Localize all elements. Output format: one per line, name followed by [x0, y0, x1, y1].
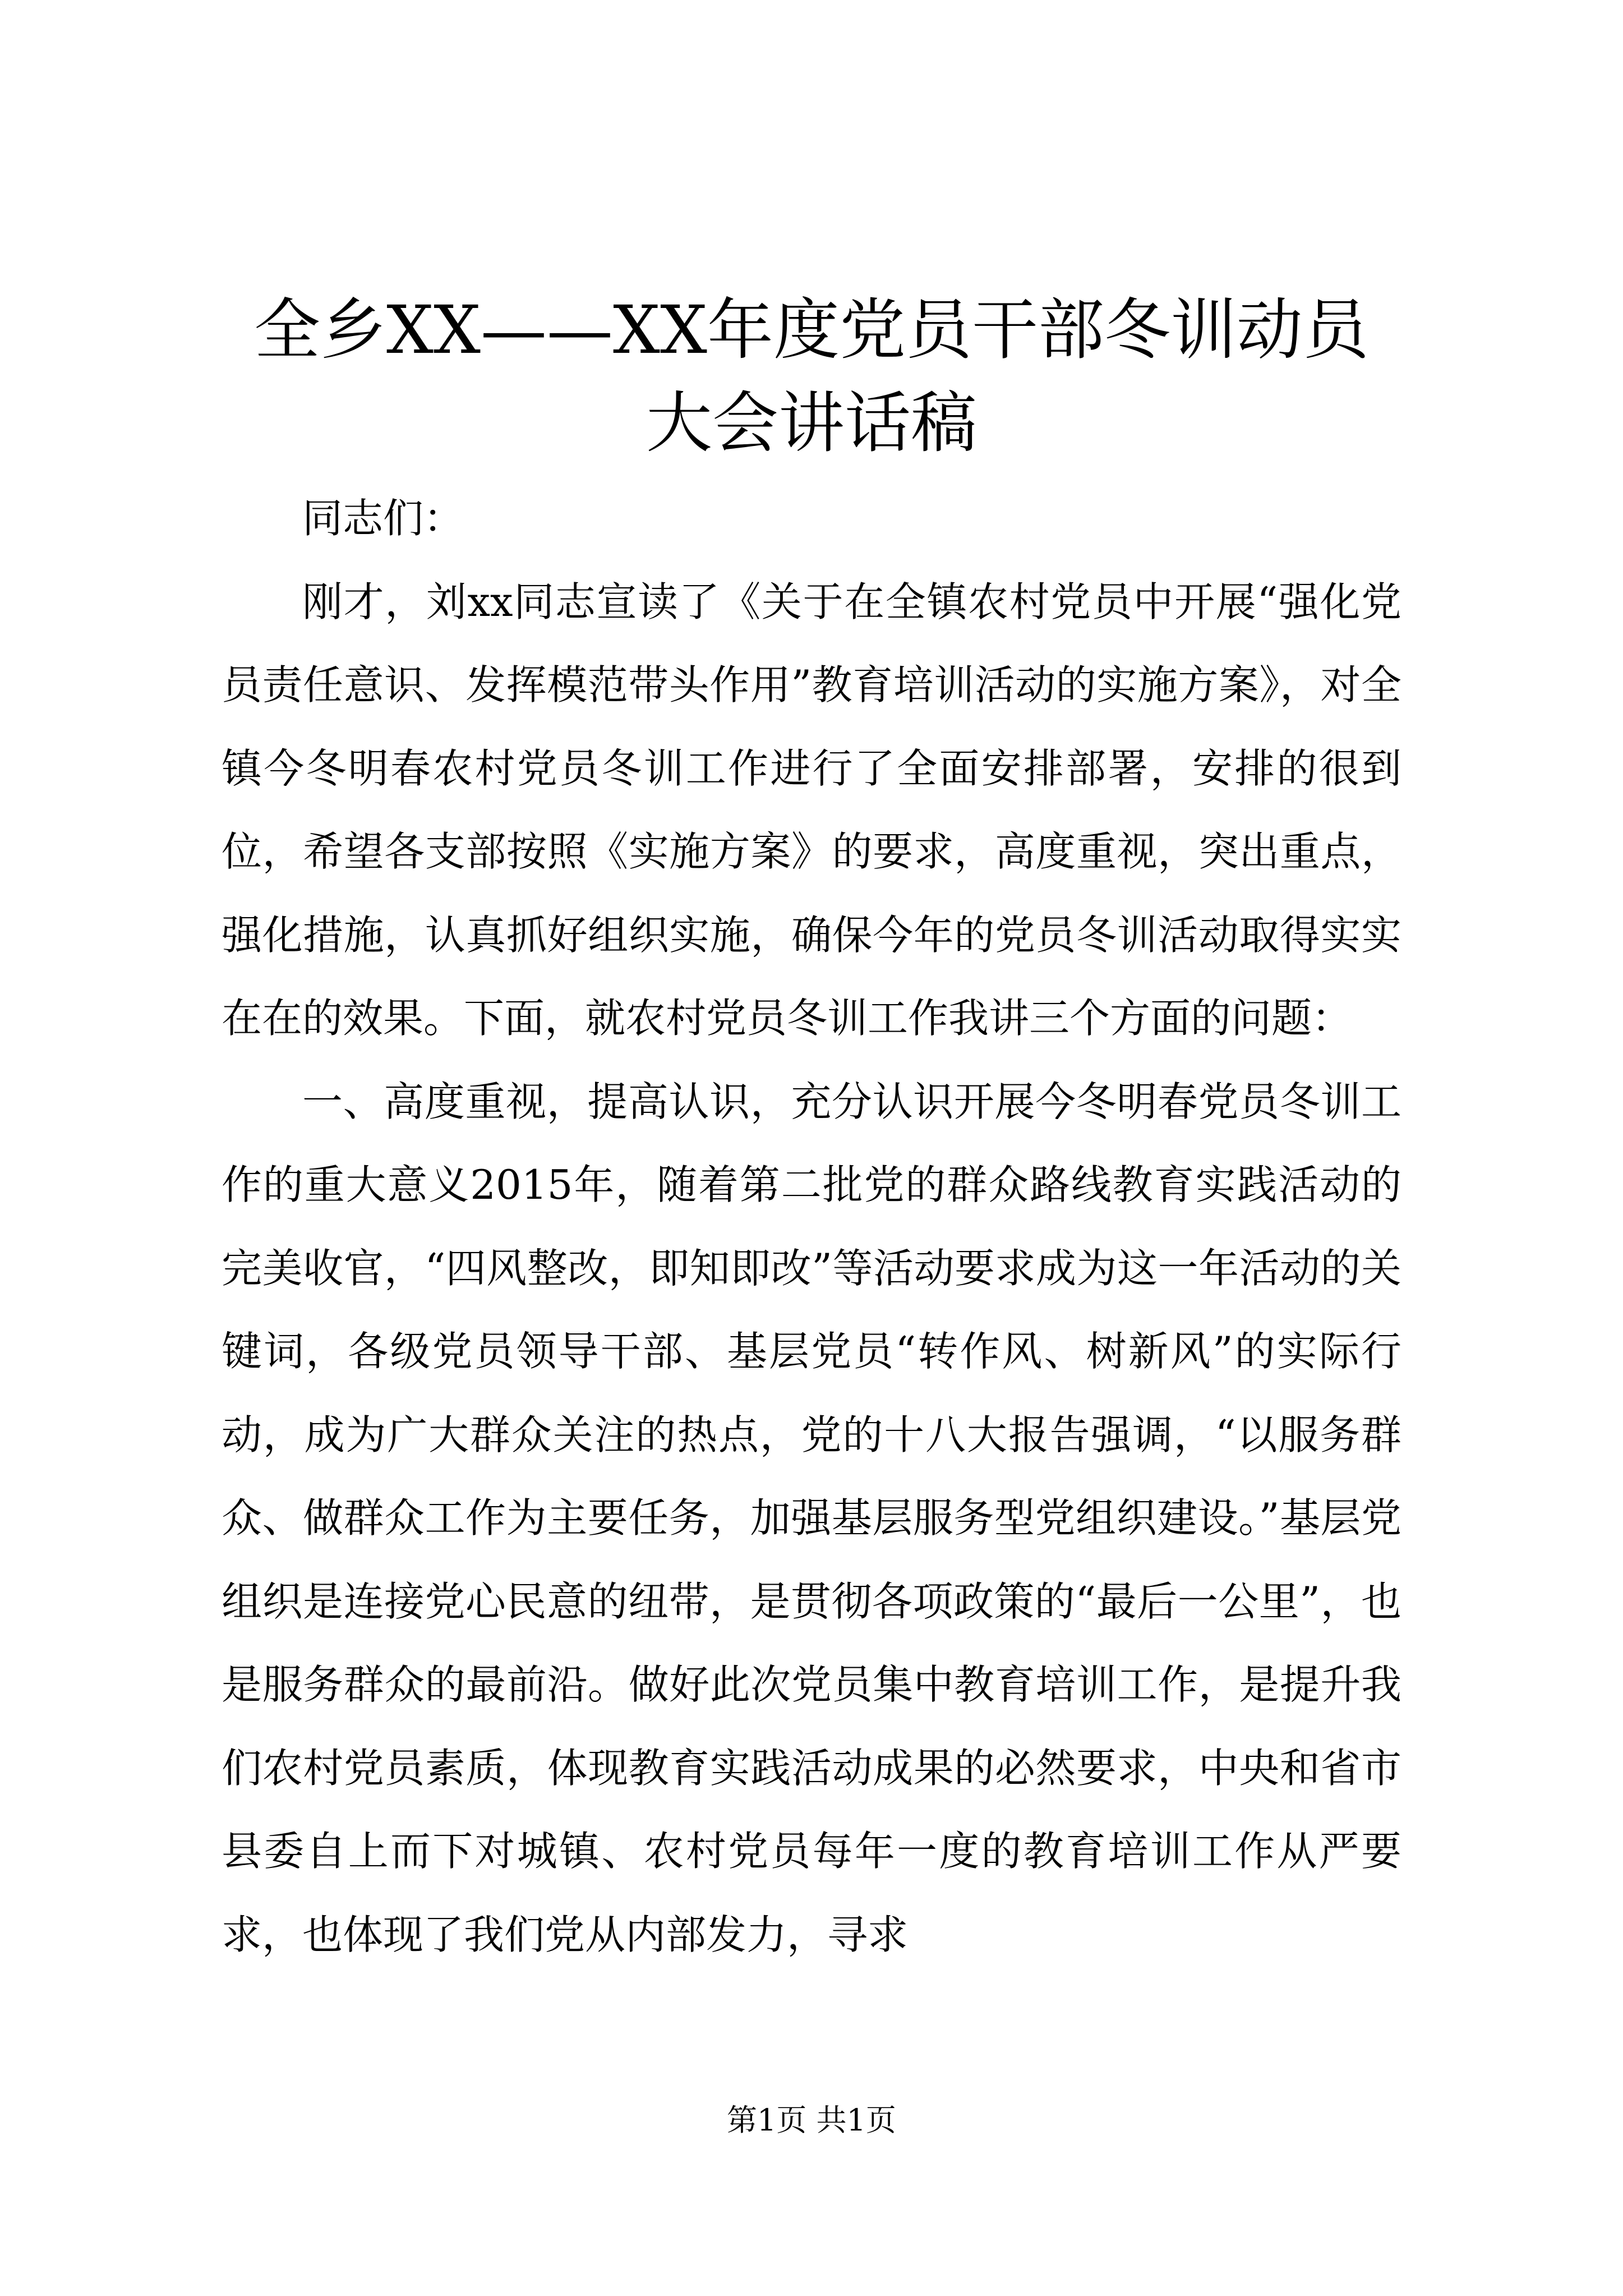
page-footer: 第1页 共1页 — [727, 2102, 896, 2138]
document-body — [222, 477, 1401, 1976]
salutation-paragraph: 同志们： — [302, 495, 464, 542]
section-one-paragraph: 一、高度重视，提高认识，充分认识开展今冬明春党员冬训工作的重大意义2015年，随着第二批党的群众路线教育实践活动的完美收官，“四风整改，即知即改”等活动要求成为这一年活动的关键词，各级党员领导干部、基层党员“转作风、树新风”的实际行动，成为广大群众关注的热点，党的十八大报告强调，“以服务群众、做群众工作为主要任务，加强基层服务型党组织建设。”基层党组织是连接党心民意的纽带，是贯彻各项政策的“最后一公里”，也是服务群众的最前沿。做好此次党员集中教育培训工作，是提升我们农村党员素质，体现教育实践活动成果的必然要求，中央和省市县委自上而下对城镇、农村党员每年一度的教育培训工作从严要求，也体现了我们党从内部发力，寻求 — [222, 1078, 1401, 1958]
document-title: 全乡XX——XX年度党员干部冬训动员大会讲话稿 — [253, 291, 1370, 462]
intro-paragraph: 刚才，刘xx同志宣读了《关于在全镇农村党员中开展“强化党员责任意识、发挥模范带头作用”教育培训活动的实施方案》，对全镇今冬明春农村党员冬训工作进行了全面安排部署，安排的很到位，希望各支部按照《实施方案》的要求，高度重视，突出重点，强化措施，认真抓好组织实施，确保今年的党员冬训活动取得实实在在的效果。下面，就农村党员冬训工作我讲三个方面的问题： — [222, 578, 1401, 1042]
